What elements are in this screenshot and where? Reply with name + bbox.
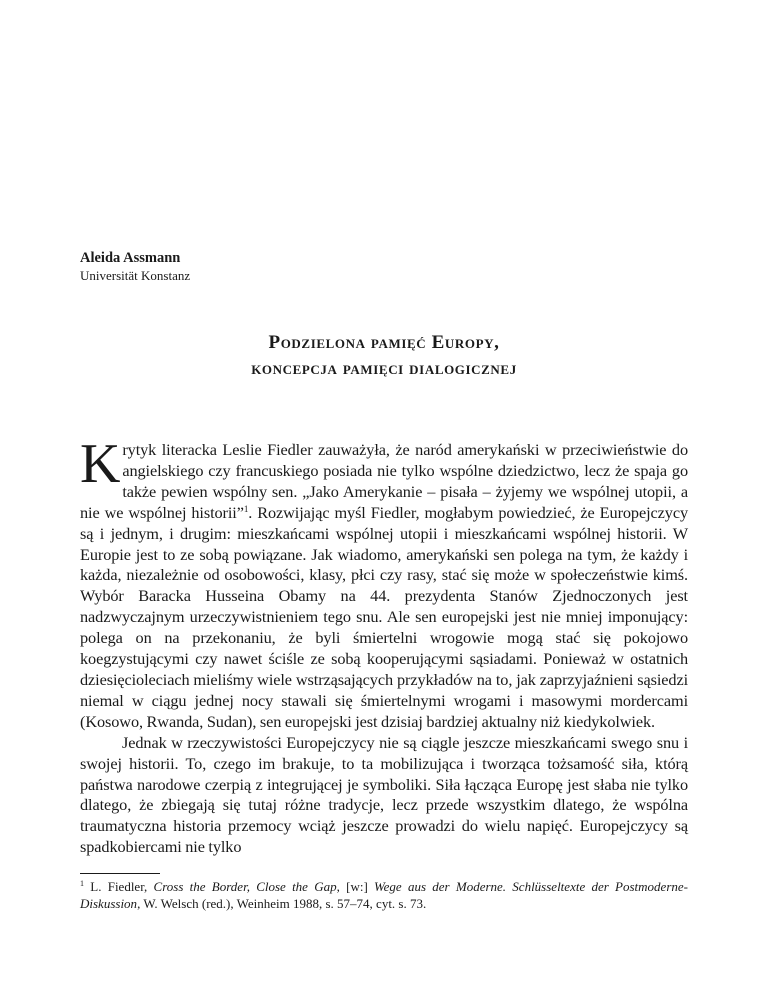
footnote-1 <box>80 878 688 912</box>
title-line-2: koncepcja pamięci dialogicznej <box>251 358 517 379</box>
article-title <box>0 330 768 382</box>
footnote-author: L. Fiedler, <box>90 879 154 894</box>
paragraph-2: Jednak w rzeczywistości Europejczycy nie są ciągle jeszcze mieszkańcami swego snu i swojej historii. To, czego im brakuje, to ta mobilizująca i tworząca tożsamość siła, którą państwa narodowe czerpią z integrującej je symboliki. Siła łącząca Europę jest słaba nie tylko dlatego, że zbiegają się tutaj różne tradycje, lecz przede wszystkim dlatego, że wspólna traumatyczna historia przemocy wciąż jeszcze prowadzi do wielu napięć. Europejczycy są spadkobiercami nie tylko <box>80 732 688 857</box>
author-name: Aleida Assmann <box>80 250 181 266</box>
footnote-title-2: Wege aus der Moderne. Schlüsseltexte der Postmoderne-Diskussion <box>80 879 688 911</box>
article-body <box>80 433 688 858</box>
footnote-ref-1: 1 <box>243 503 249 514</box>
author-block <box>80 249 190 284</box>
footnote-rest: , W. Welsch (red.), Weinheim 1988, s. 57–74, cyt. s. 73. <box>137 896 427 911</box>
footnote-title-1: Cross the Border, Close the Gap <box>153 879 337 894</box>
paragraph-1-text-a: Krytyk literacka Leslie Fiedler zauważyła, że naród amerykański w przeciwieństwie do angielskiego czy francuskiego posiada nie tylko wspólne dziedzictwo, lecz że spaja go także pewien wspólny sen. „Jako Amerykanie – pisała – żyjemy we wspólnej utopii, a nie we wspólnej historii” <box>80 433 688 522</box>
paragraph-1 <box>80 433 688 733</box>
title-line-1: Podzielona pamięć Europy, <box>268 332 500 353</box>
footnote-in: , [w:] <box>336 879 375 894</box>
footnote-divider <box>80 873 160 874</box>
paragraph-1-text-b: . Rozwijając myśl Fiedler, mogłabym powiedzieć, że Europejczycy są i jednym, i drugim: mieszkańcami wspólnej utopii i mieszkańcami wspólnej historii. W Europie jest to ze sobą powiązane. Jak wiadomo, amerykański sen polega na tym, że każdy i każda, niezależnie od osobowości, klasy, płci czy rasy, stać się może w społeczeństwie kimś. Wybór Baracka Husseina Obamy na 44. prezydenta Stanów Zjednoczonych jest nadzwyczajnym urzeczywistnieniem tego snu. Ale sen europejski jest nie mniej imponujący: polega on na przekonaniu, że byli śmiertelni wrogowie mogą stać się pokojowo koegzystującymi czy nawet ściśle ze sobą kooperującymi sąsiadami. Ponieważ w ostatnich dziesięcioleciach mieliśmy wiele wstrząsających przykładów na to, jak zaprzyjaźnieni sąsiedzi niemal w ciągu jednej nocy stawali się śmiertelnymi wrogami i masowymi mordercami (Kosowo, Rwanda, Sudan), sen europejski jest dzisiaj bardziej aktualny niż kiedykolwiek. <box>80 502 688 731</box>
author-affiliation: Universität Konstanz <box>80 268 191 283</box>
footnote-number: 1 <box>80 879 84 888</box>
